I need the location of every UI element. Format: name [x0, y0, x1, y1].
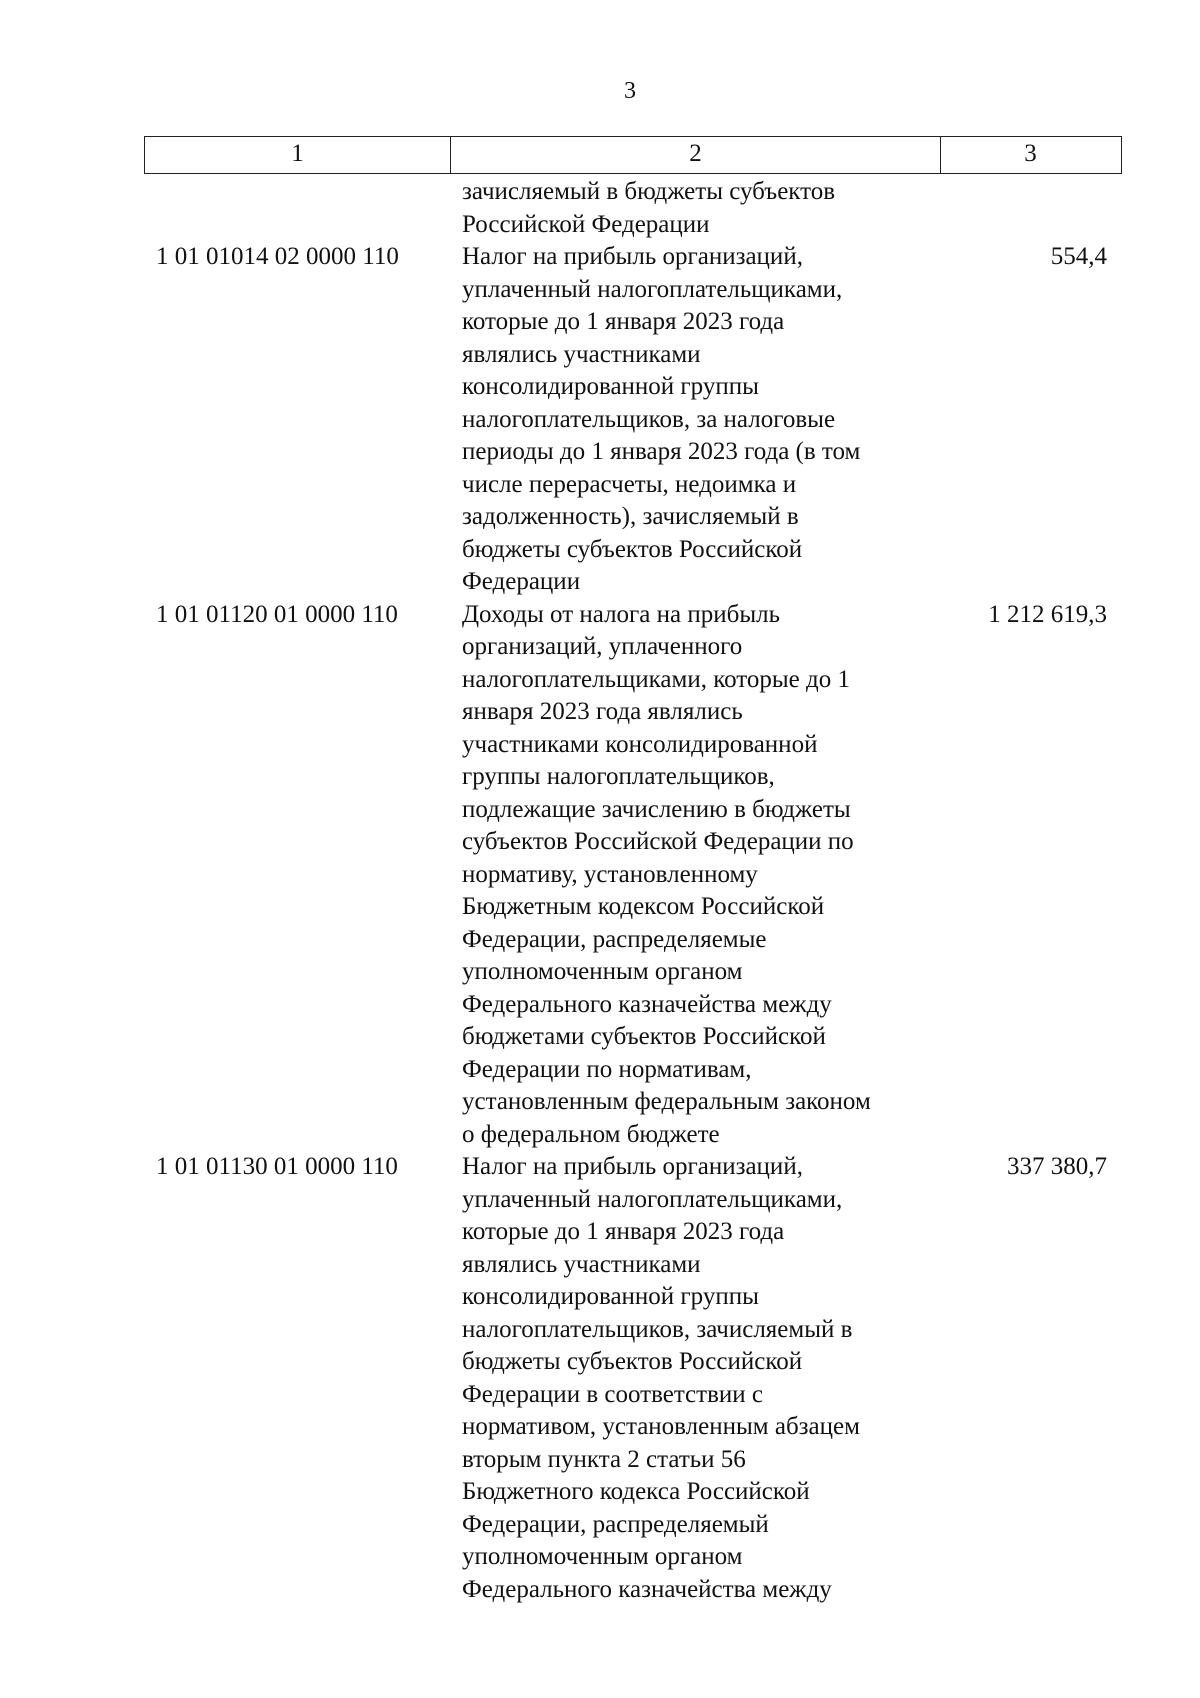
budget-code: 1 01 01014 02 0000 110 — [156, 243, 399, 270]
description-text: налогоплательщиками, которые до 1 — [462, 665, 850, 693]
description-text: января 2023 года являлись — [462, 698, 743, 725]
table-row — [144, 599, 1122, 632]
budget-code: 1 01 01130 01 0000 110 — [156, 1153, 398, 1180]
description-text: налогоплательщиков, зачисляемый в — [462, 1315, 853, 1343]
description-text: которые до 1 января 2023 года — [462, 1218, 785, 1245]
description-text: вторым пункта 2 статьи 56 — [462, 1445, 746, 1473]
description-text: установленным федеральным законом — [462, 1088, 871, 1115]
description-text: Федерации, распределяемые — [462, 925, 767, 953]
description-text: числе перерасчеты, недоимка и — [462, 470, 797, 498]
table-row-line — [144, 1574, 1122, 1607]
description-text: бюджетами субъектов Российской — [462, 1023, 826, 1050]
description-text: нормативом, установленным абзацем — [462, 1413, 860, 1440]
description-text: Бюджетным кодексом Российской — [462, 893, 825, 920]
description-text: являлись участниками — [462, 1250, 701, 1278]
description-text: Федерации в соответствии с — [462, 1380, 763, 1408]
description-text: Федерации по нормативам, — [462, 1055, 752, 1083]
description-text: Налог на прибыль организаций, — [462, 243, 803, 270]
description-text: уполномоченным органом — [462, 958, 743, 985]
description-text: уплаченный налогоплательщиками, — [462, 1185, 843, 1213]
description-text: Доходы от налога на прибыль — [462, 600, 781, 628]
table-body — [144, 176, 1122, 1606]
table-row — [144, 241, 1122, 274]
table-row-line — [144, 1021, 1122, 1054]
table-row-line — [144, 1119, 1122, 1152]
table-row-line — [144, 1509, 1122, 1542]
continuation-line — [144, 176, 1122, 209]
table-row-line — [144, 306, 1122, 339]
table-row-line — [144, 1346, 1122, 1379]
table-row-line — [144, 891, 1122, 924]
table-row-line — [144, 534, 1122, 567]
description-text: подлежащие зачислению в бюджеты — [462, 795, 851, 823]
table-row-line — [144, 1054, 1122, 1087]
table-row-line — [144, 956, 1122, 989]
description-text: консолидированной группы — [462, 373, 759, 400]
table-header — [144, 136, 1122, 174]
description-text: субъектов Российской Федерации по — [462, 828, 854, 855]
amount-value: 1 212 619,3 — [988, 600, 1107, 628]
description-text: бюджеты субъектов Российской — [462, 1348, 803, 1375]
table-row-line — [144, 859, 1122, 892]
header-col-2: 2 — [451, 137, 941, 173]
header-col-1: 1 — [145, 137, 451, 173]
description-text: уполномоченным органом — [462, 1543, 743, 1570]
amount-value: 554,4 — [1050, 243, 1107, 270]
table-row-line — [144, 1184, 1122, 1217]
description-text: налогоплательщиков, за налоговые — [462, 405, 836, 433]
table-row-line — [144, 1314, 1122, 1347]
description-text: периоды до 1 января 2023 года (в том — [462, 438, 861, 465]
description-text: являлись участниками — [462, 340, 701, 368]
table-row-line — [144, 1379, 1122, 1412]
description-text: Федерального казначейства между — [462, 990, 832, 1018]
description-text: уплаченный налогоплательщиками, — [462, 275, 843, 303]
table-row-line — [144, 436, 1122, 469]
table-row-line — [144, 729, 1122, 762]
amount-value: 337 380,7 — [1007, 1153, 1107, 1180]
table-row-line — [144, 1444, 1122, 1477]
description-text: которые до 1 января 2023 года — [462, 308, 785, 335]
continuation-line — [144, 209, 1122, 242]
description-text: задолженность), зачисляемый в — [462, 503, 799, 530]
table-row-line — [144, 1541, 1122, 1574]
description-text: Федерации — [462, 568, 581, 595]
description-text: организаций, уплаченного — [462, 633, 743, 660]
description-text: Налог на прибыль организаций, — [462, 1153, 803, 1180]
table-row-line — [144, 566, 1122, 599]
table-row-line — [144, 1476, 1122, 1509]
table-row-line — [144, 501, 1122, 534]
table-row-line — [144, 469, 1122, 502]
description-text: зачисляемый в бюджеты субъектов — [462, 178, 836, 205]
table-row-line — [144, 826, 1122, 859]
table-row-line — [144, 664, 1122, 697]
table-row-line — [144, 339, 1122, 372]
table-row-line — [144, 404, 1122, 437]
description-text: консолидированной группы — [462, 1283, 759, 1310]
description-text: группы налогоплательщиков, — [462, 763, 775, 790]
table-row-line — [144, 989, 1122, 1022]
description-text: бюджеты субъектов Российской — [462, 535, 803, 563]
table-row-line — [144, 924, 1122, 957]
table-row-line — [144, 274, 1122, 307]
table-row-line — [144, 761, 1122, 794]
description-text: Федерации, распределяемый — [462, 1510, 769, 1538]
table-row — [144, 1151, 1122, 1184]
table-row-line — [144, 371, 1122, 404]
table-row-line — [144, 1249, 1122, 1282]
description-text: Российской Федерации — [462, 210, 710, 238]
description-text: Бюджетного кодекса Российской — [462, 1478, 810, 1505]
page-number: 3 — [624, 78, 636, 104]
description-text: о федеральном бюджете — [462, 1120, 720, 1148]
description-text: нормативу, установленному — [462, 860, 758, 888]
header-col-3: 3 — [1024, 140, 1037, 167]
description-text: Федерального казначейства между — [462, 1575, 832, 1603]
table-row-line — [144, 794, 1122, 827]
table-row-line — [144, 1411, 1122, 1444]
table-row-line — [144, 696, 1122, 729]
table-row-line — [144, 1216, 1122, 1249]
description-text: участниками консолидированной — [462, 730, 818, 758]
budget-code: 1 01 01120 01 0000 110 — [156, 600, 398, 628]
table-row-line — [144, 1086, 1122, 1119]
table-row-line — [144, 631, 1122, 664]
table-row-line — [144, 1281, 1122, 1314]
